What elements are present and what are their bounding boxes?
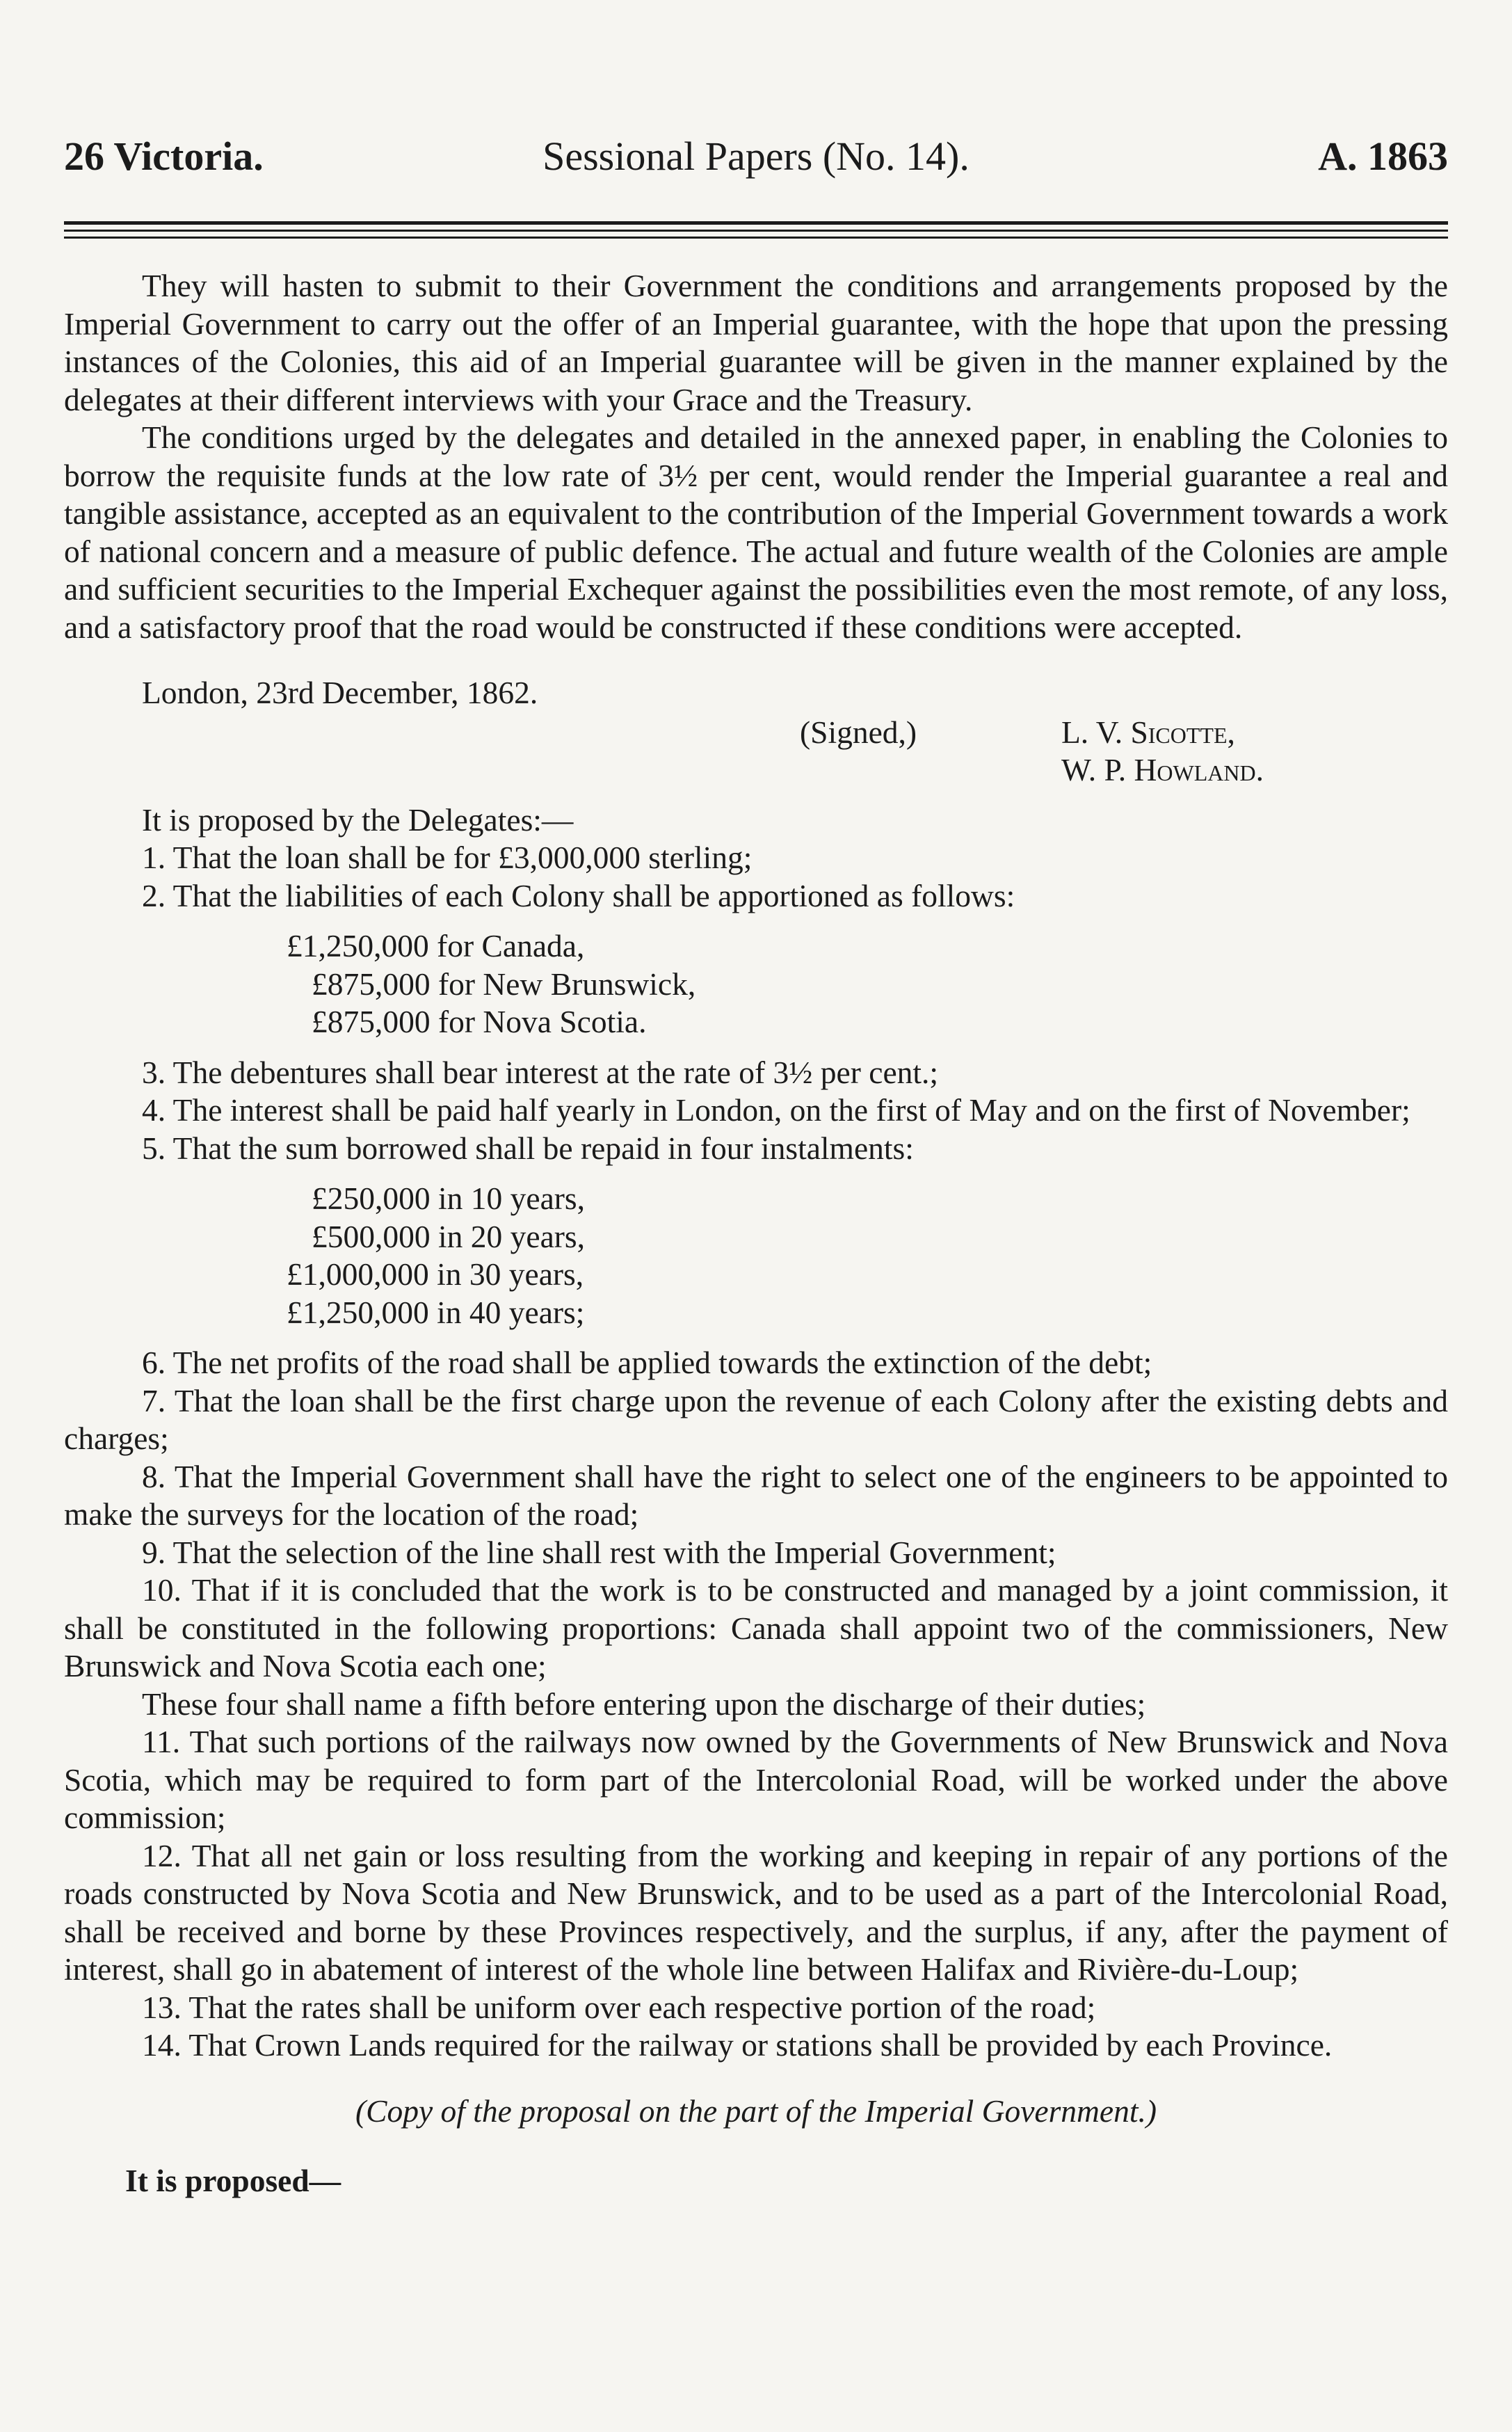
list-item: 11. That such portions of the railways now owned by the Governments of New Brunswick and Nova Scotia, which may be required to form part of the Intercolonial Road, will be worked under the above commission; (64, 1724, 1448, 1835)
list-item: 6. The net profits of the road shall be applied towards the extinction of the debt; (142, 1345, 1152, 1380)
apportionment-list (64, 927, 1448, 1041)
header-rule (64, 230, 1448, 232)
paragraph: The conditions urged by the delegates and detailed in the annexed paper, in enabling the Colonies to borrow the requisite funds at the low rate of 3½ per cent, would render the Imperial guarantee a real and tangible assistance, accepted as an equivalent to the contribution of the Imperial Government towards a work of national concern and a measure of public defence. The actual and future wealth of the Colonies are ample and sufficient securities to the Imperial Exchequer against the possibilities even the most remote, of any loss, and a satisfactory proof that the road would be constructed if these conditions were accepted. (64, 419, 1448, 645)
dateline: London, 23rd December, 1862. (142, 675, 538, 710)
apportionment-line: £875,000 for New Brunswick, (312, 966, 696, 1002)
header-session: 26 Victoria. (64, 134, 264, 179)
document-body (64, 267, 1448, 2200)
list-item: 3. The debentures shall bear interest at the rate of 3½ per cent.; (142, 1054, 939, 1090)
list-item: 1. That the loan shall be for £3,000,000 sterling; (142, 840, 753, 875)
list-item: 14. That Crown Lands required for the railway or stations shall be provided by each Province. (142, 2027, 1333, 2063)
header-rule (64, 237, 1448, 239)
apportionment-line: £1,250,000 for Canada, (287, 928, 585, 963)
list-item: 8. That the Imperial Government shall have the right to select one of the engineers to be appointed to make the surveys for the location of the road; (64, 1458, 1448, 1532)
instalment-line: £500,000 in 20 years, (312, 1218, 586, 1254)
header-year: A. 1863 (1318, 134, 1448, 179)
apportionment-line: £875,000 for Nova Scotia. (312, 1004, 647, 1039)
list-item: 2. That the liabilities of each Colony shall be apportioned as follows: (142, 877, 1015, 913)
list-item: 7. That the loan shall be the first charge upon the revenue of each Colony after the existing debts and charges; (64, 1382, 1448, 1456)
list-item: 4. The interest shall be paid half yearly in London, on the first of May and on the first of November; (142, 1092, 1410, 1128)
instalment-line: £250,000 in 10 years, (312, 1181, 586, 1216)
paragraph: They will hasten to submit to their Government the conditions and arrangements proposed by the Imperial Government to carry out the offer of an Imperial guarantee, with the hope that upon the pressing instances of the Colonies, this aid of an Imperial guarantee will be given in the manner explained by the delegates at their different interviews with your Grace and the Treasury. (64, 268, 1448, 417)
list-item: 5. That the sum borrowed shall be repaid in four instalments: (142, 1130, 914, 1166)
signatory-name: W. P. Howland. (1061, 751, 1264, 787)
list-item: 10. That if it is concluded that the work is to be constructed and managed by a joint commission, it shall be constituted in the following proportions: Canada shall appoint two of the commissioners, New Brunswick and Nova Scotia each one; (64, 1572, 1448, 1683)
signed-label: (Signed,) (800, 714, 917, 750)
closing-line: It is proposed— (125, 2162, 341, 2198)
list-item: These four shall name a fifth before entering upon the discharge of their duties; (142, 1686, 1146, 1722)
instalment-line: £1,250,000 in 40 years; (287, 1294, 585, 1330)
header-title: Sessional Papers (No. 14). (542, 134, 970, 179)
signature-block (64, 714, 1448, 789)
instalment-list (64, 1180, 1448, 1331)
proposal-intro: It is proposed by the Delegates:— (142, 801, 574, 838)
header-rule (64, 221, 1448, 225)
signatories (1061, 714, 1264, 789)
signatory-name: L. V. Sicotte, (1061, 714, 1235, 750)
list-item: 12. That all net gain or loss resulting from the working and keeping in repair of any portions of the roads constructed by Nova Scotia and New Brunswick, and to be used as a part of the Intercolonial Road, shall be received and borne by these Provinces respectively, and the surplus, if any, after the payment of interest, shall go in abatement of interest of the whole line between Halifax and Rivière-du-Loup; (64, 1837, 1448, 1987)
list-item: 13. That the rates shall be uniform over each respective portion of the road; (142, 1989, 1096, 2025)
list-item: 9. That the selection of the line shall rest with the Imperial Government; (142, 1534, 1056, 1570)
running-header (64, 125, 1448, 188)
instalment-line: £1,000,000 in 30 years, (287, 1256, 584, 1292)
section-caption: (Copy of the proposal on the part of the Imperial Government.) (355, 2093, 1157, 2129)
